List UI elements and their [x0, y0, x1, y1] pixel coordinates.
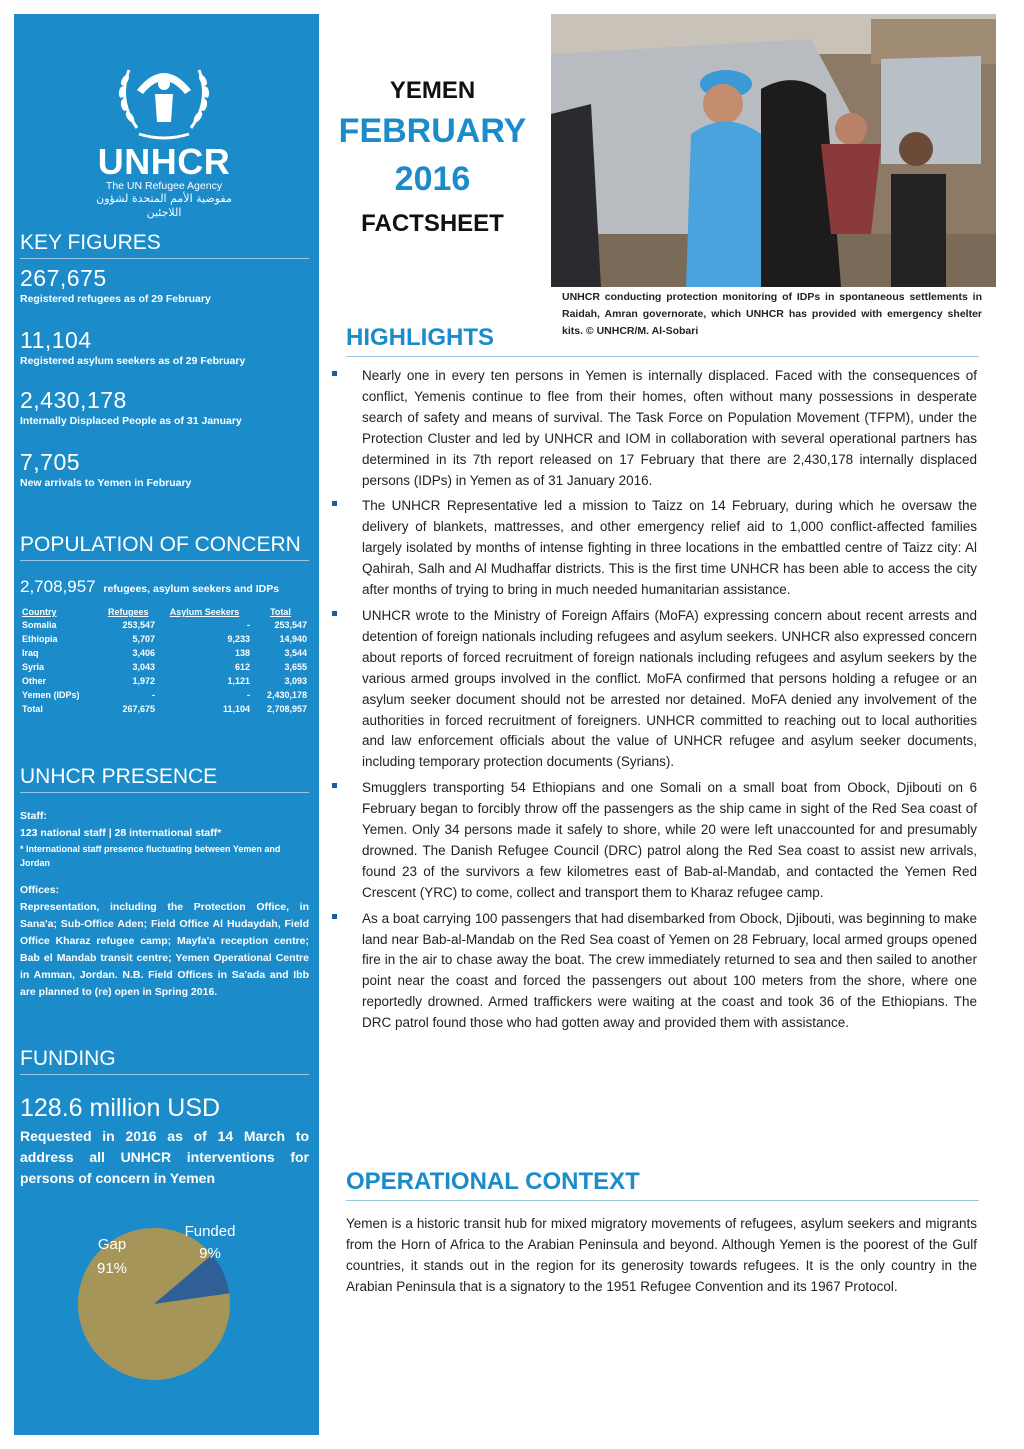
table-cell: 2,708,957 [266, 704, 307, 714]
column-header: Refugees [108, 607, 149, 617]
bullet-icon [332, 783, 337, 788]
table-cell: Total [22, 704, 43, 714]
operational-heading: OPERATIONAL CONTEXT [346, 1166, 979, 1201]
table-cell: Ethiopia [22, 634, 58, 644]
table-total-row [20, 702, 309, 716]
table-row [20, 618, 309, 632]
column-header: Total [270, 607, 291, 617]
logo-subtitle: The UN Refugee Agency [105, 180, 223, 192]
key-figure-asylum-seekers [20, 326, 309, 368]
funding-heading: FUNDING [20, 1046, 309, 1075]
photo-illustration [551, 14, 996, 287]
column-header: Asylum Seekers [169, 607, 240, 617]
table-cell: 3,093 [284, 676, 307, 686]
table-cell: 253,547 [274, 620, 307, 630]
title-block [330, 74, 535, 244]
table-cell: Syria [22, 662, 45, 672]
table-cell: 1,121 [227, 676, 251, 686]
table-row [20, 646, 309, 660]
presence-block [20, 808, 309, 1001]
unhcr-emblem-icon [109, 50, 219, 142]
table-cell: Somalia [22, 620, 57, 630]
logo-arabic: مفوضية الأمم المتحدة لشؤون اللاجئين [96, 192, 232, 219]
pie-value-gap: 91% [96, 1260, 128, 1277]
table-cell: 253,547 [122, 620, 156, 630]
table-cell: 3,544 [284, 648, 307, 658]
bullet-icon [332, 501, 337, 506]
staff-label: Staff: [20, 810, 47, 822]
table-cell: 138 [235, 648, 251, 658]
key-figure-value: 7,705 [20, 449, 81, 475]
table-header-row [20, 606, 309, 618]
key-figure-label: Registered asylum seekers as of 29 February [20, 355, 246, 367]
table-cell: - [152, 690, 156, 700]
key-figure-new-arrivals [20, 448, 309, 490]
funding-pie-chart [54, 1194, 254, 1384]
column-header: Country [22, 607, 57, 617]
table-row [20, 632, 309, 646]
key-figure-label: Internally Displaced People as of 31 January [20, 415, 242, 427]
operational-text: Yemen is a historic transit hub for mixed migratory movements of refugees, asylum seekers and migrants from the Horn of Africa to the Arabian Peninsula and beyond. Although Yemen is the poorest of the Gulf countries, it stands out in the region for its generosity towards refugees. It is the only country in the Arabian Peninsula that is a signatory to the 1951 Refugee Convention and its 1967 Protocol. [346, 1216, 977, 1294]
key-figure-value: 11,104 [20, 327, 92, 353]
offices-label: Offices: [20, 884, 60, 896]
funding-amount: 128.6 million USD [20, 1094, 221, 1122]
logo-wordmark: UNHCR [97, 141, 231, 182]
table-cell: Other [22, 676, 47, 686]
key-figure-label: New arrivals to Yemen in February [20, 477, 192, 489]
title-month: FEBRUARY [338, 112, 527, 150]
table-cell: - [247, 690, 251, 700]
table-cell: 14,940 [279, 634, 307, 644]
list-item [332, 606, 977, 773]
highlight-text: As a boat carrying 100 passengers that had disembarked from Obock, Djibouti, was beginning to make land near Bab-al-Mandab on the Red Sea coast of Yemen on 28 February, local armed groups opened fire in the air to chase away the boat. The crew immediately returned to sea and then sailed to another point near the coast and forced the passengers out about 100 meters from the shore, where one reportedly drowned. Armed traffickers were waiting at the coast and took 36 of the Ethiopians. The DRC patrol found those who had gotten away and provided them with assistance. [362, 910, 977, 1031]
table-cell: 9,233 [227, 634, 251, 644]
population-table [20, 606, 309, 716]
table-cell: 5,707 [132, 634, 156, 644]
table-cell: - [247, 620, 251, 630]
key-figure-value: 267,675 [20, 265, 107, 291]
presence-heading: UNHCR PRESENCE [20, 764, 309, 793]
bullet-icon [332, 914, 337, 919]
highlights-list [332, 366, 977, 1039]
table-row [20, 674, 309, 688]
key-figure-idps [20, 386, 309, 428]
table-cell: 3,655 [284, 662, 307, 672]
staff-text: 123 national staff | 28 international staff* [20, 827, 222, 839]
key-figure-label: Registered refugees as of 29 February [20, 293, 211, 305]
table-cell: 3,043 [132, 662, 156, 672]
table-cell: 612 [235, 662, 251, 672]
title-doc-type: FACTSHEET [361, 210, 504, 237]
title-country: YEMEN [389, 77, 476, 104]
key-figure-value: 2,430,178 [20, 387, 127, 413]
table-cell: 1,972 [132, 676, 156, 686]
bullet-icon [332, 611, 337, 616]
header-photo [551, 14, 996, 287]
bullet-icon [332, 371, 337, 376]
sidebar [14, 14, 319, 1435]
highlight-text: Smugglers transporting 54 Ethiopians and one Somali on a small boat from Obock, Djibouti on 6 February began to forcibly throw off the passengers as the ship came in sight of the Red Sea coast of Yemen. Only 34 persons made it safely to shore, while 20 were left unaccounted for and presumably drowned. The Danish Refugee Council (DRC) patrol along the Red Sea coast to assist new arrivals, found 23 of the survivors a few kilometres east of Bab-al-Mandab, and contacted the Yemen Red Crescent (YRC) to come, collect and transport them to Kharaz refugee camp. [362, 780, 977, 900]
population-total-value: 2,708,957 [20, 577, 96, 596]
pie-value-funded: 9% [199, 1245, 221, 1262]
funding-requested: Requested in 2016 as of 14 March to address all UNHCR interventions for persons of concern in Yemen [20, 1128, 309, 1186]
population-heading: POPULATION OF CONCERN [20, 532, 309, 561]
list-item [332, 496, 977, 601]
pie-label-funded: Funded [184, 1223, 236, 1240]
table-row [20, 660, 309, 674]
list-item [332, 778, 977, 903]
unhcr-logo [84, 50, 244, 220]
title-year: 2016 [394, 160, 471, 198]
photo-caption: UNHCR conducting protection monitoring of IDPs in spontaneous settlements in Raidah, Amran governorate, which UNHCR has provided with emergency shelter kits. © UNHCR/M. Al-Sobari [562, 291, 982, 337]
table-cell: 267,675 [122, 704, 156, 714]
pie-label-gap: Gap [97, 1236, 127, 1253]
table-cell: 3,406 [132, 648, 156, 658]
table-cell: Yemen (IDPs) [22, 690, 80, 700]
staff-note: * International staff presence fluctuating between Yemen and Jordan [20, 844, 281, 868]
table-cell: 2,430,178 [266, 690, 307, 700]
table-row [20, 688, 309, 702]
list-item [332, 366, 977, 491]
highlight-text: UNHCR wrote to the Ministry of Foreign Affairs (MoFA) expressing concern about recent arrests and detention of foreign nationals including refugees and asylum seekers. UNHCR also expressed concern about reports of forced recruitment of foreign nationals including refugees and asylum seekers by the various armed groups involved in the conflict. MoFA confirmed that persons holding a refugee or an asylum seeker document should not be arrested nor detained. MoFA denied any involvement of the authorities in forced recruitment of foreigners. UNHCR committed to reaching out to local authorities and law enforcement officials about the value of UNHCR refugee and asylum seeker documents, including temporary protection documents (Syrians). [362, 607, 977, 770]
table-cell: 11,104 [223, 704, 251, 714]
offices-text: Representation, including the Protection Office, in Sana'a; Sub-Office Aden; Field Office Al Hudaydah, Field Office Kharaz refugee camp; Mayfa'a reception centre; Bab el Mandab transit centre; Yemen Operational Centre in Amman, Jordan. N.B. Field Offices in Sa'ada and Ibb are planned to (re) open in Spring 2016. [20, 901, 309, 998]
key-figure-refugees [20, 264, 309, 306]
key-figures-heading: KEY FIGURES [20, 230, 309, 259]
highlights-heading: HIGHLIGHTS [346, 322, 979, 357]
population-total-label: refugees, asylum seekers and IDPs [103, 583, 280, 595]
highlight-text: The UNHCR Representative led a mission to Taizz on 14 February, during which he oversaw the delivery of blankets, mattresses, and other emergency relief aid to 1,000 conflict-affected families largely isolated by months of intense fighting in three locations in the embattled centre of Taizz city: Al Qahirah, Salh and Al Mudhaffar districts. This is the first time UNHCR has been able to access the city after months of trying to bring in much needed humanitarian assistance. [362, 498, 977, 598]
population-total [20, 577, 279, 597]
highlight-text: Nearly one in every ten persons in Yemen is internally displaced. Faced with the consequences of conflict, Yemenis continue to flee from their homes, often without many possessions in desperate search of safety and means of survival. The Task Force on Population Movement (TFPM), under the Protection Cluster and led by UNHCR and IOM in collaboration with several operational partners has determined in its 7th report released on 17 February that there are 2,430,178 internally displaced persons (IDPs) in Yemen as of 31 January 2016. [362, 368, 977, 488]
table-cell: Iraq [22, 648, 39, 658]
list-item [332, 909, 977, 1034]
